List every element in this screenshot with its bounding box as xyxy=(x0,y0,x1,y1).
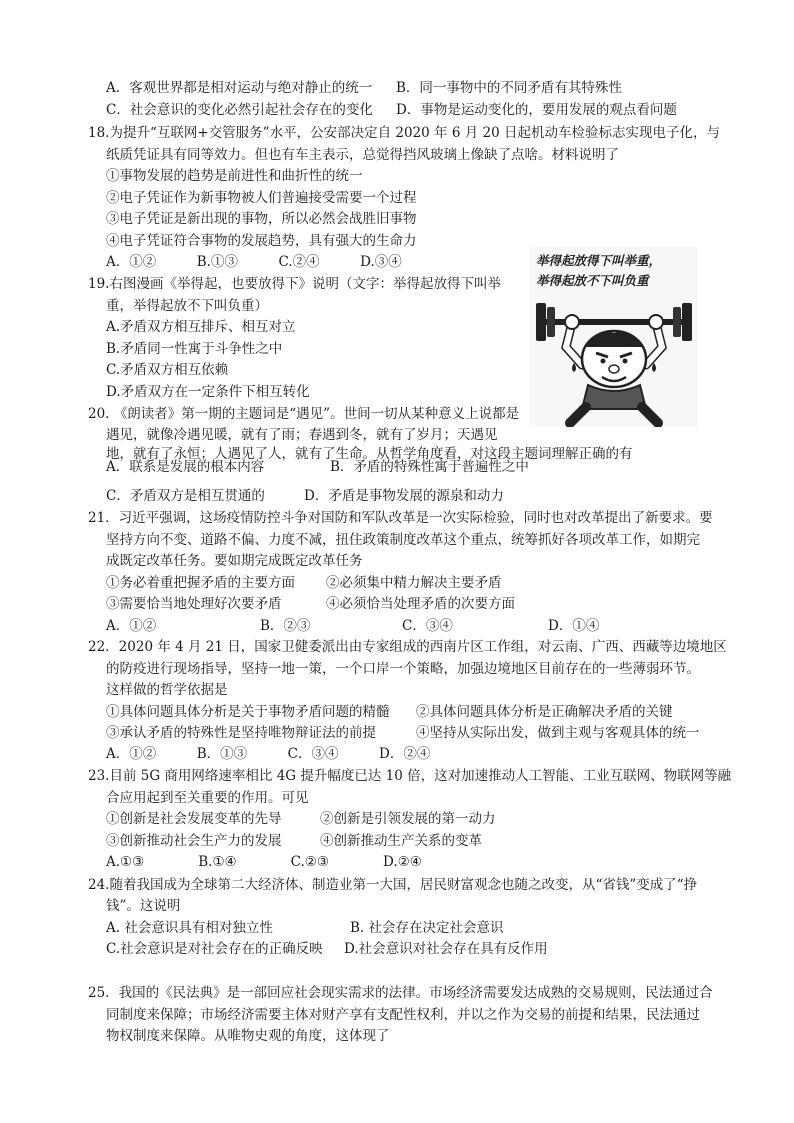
q25-stem-line3: 物权制度来保障。从唯物史观的角度，这体现了 xyxy=(106,1028,390,1044)
q21-statement-2: ②必须集中精力解决主要矛盾 xyxy=(326,575,502,591)
q19-option-d: D.矛盾双方在一定条件下相互转化 xyxy=(106,384,310,400)
q23-statement-3: ③创新推动社会生产力的发展 xyxy=(106,833,282,849)
q17-option-d: D．事物是运动变化的，要用发展的观点看问题 xyxy=(396,102,677,118)
q21-stem-line2: 坚持方向不变、道路不偏、力度不减，扭住政策制度改革这个重点，统筹抓好各项改革工作，如期完 xyxy=(106,532,700,548)
q20-option-c: C．矛盾双方是相互贯通的 xyxy=(106,488,265,504)
q17-option-c: C．社会意识的变化必然引起社会存在的变化 xyxy=(106,102,373,118)
q18-statement-1: ①事物发展的趋势是前进性和曲折性的统一 xyxy=(106,168,363,184)
q21-statement-4: ④必须恰当处理矛盾的次要方面 xyxy=(326,596,515,612)
q19-option-a: A.矛盾双方相互排斥、相互对立 xyxy=(106,319,296,335)
q18-statement-4: ④电子凭证符合事物的发展趋势，具有强大的生命力 xyxy=(106,233,417,249)
q24-stem-line1: 24.随着我国成为全球第二大经济体、制造业第一大国，居民财富观念也随之改变，从“省钱”变成了“挣 xyxy=(88,877,698,893)
q20-option-d: D．矛盾是事物发展的源泉和动力 xyxy=(304,488,504,504)
q17-option-a: A．客观世界都是相对运动与绝对静止的统一 xyxy=(106,80,373,96)
q21-stem-line1: 21．习近平强调，这场疫情防控斗争对国防和军队改革是一次实际检验，同时也对改革提出了新要求。要 xyxy=(88,510,713,526)
q20-option-b: B．矛盾的特殊性寓于普遍性之中 xyxy=(330,459,529,475)
q20-stem-line3: 地，就有了永恒；人遇见了人，就有了生命。从哲学角度看，对这段主题词理解正确的有 xyxy=(106,446,633,462)
q24-option-a: A. 社会意识具有相对独立性 xyxy=(106,920,273,936)
q22-statement-1: ①具体问题具体分析是关于事物矛盾问题的精髓 xyxy=(106,704,390,720)
q18-stem-line1: 18.为提升“互联网+交管服务”水平，公安部决定自 2020 年 6 月 20 日起机动车检验标志实现电子化，与 xyxy=(88,125,720,141)
q21-option-a: A．①② xyxy=(106,618,157,634)
q24-option-b: B. 社会存在决定社会意识 xyxy=(350,920,504,936)
q21-option-c: C．③④ xyxy=(402,618,453,634)
q18-statement-3: ③电子凭证是新出现的事物，所以必然会战胜旧事物 xyxy=(106,211,417,227)
cartoon-caption-1: 举得起放得下叫举重， xyxy=(536,253,662,268)
q23-statement-2: ②创新是引领发展的第一动力 xyxy=(320,811,496,827)
q23-statement-4: ④创新推动生产关系的变革 xyxy=(320,833,482,849)
weightlifter-cartoon xyxy=(530,247,698,427)
q17-option-b: B．同一事物中的不同矛盾有其特殊性 xyxy=(396,80,622,96)
q22-options: A．①② B．①③ C．③④ D．②④ xyxy=(106,746,431,762)
q20-stem-line1: 20. 《朗读者》第一期的主题词是“遇见”。世间一切从某种意义上说都是 xyxy=(88,406,520,422)
q22-stem-line2: 的防疫进行现场指导，坚持一地一策，一个口岸一个策略，加强边境地区目前存在的一些薄弱环节。 xyxy=(106,661,700,677)
cartoon-caption-2: 举得起放不下叫负重 xyxy=(536,273,649,288)
q21-stem-line3: 成既定改革任务。要如期完成既定改革任务 xyxy=(106,553,363,569)
q23-stem-line2: 合应用起到至关重要的作用。可见 xyxy=(106,790,309,806)
q23-options: A.①③ B.①④ C.②③ D.②④ xyxy=(106,854,422,870)
q21-statement-1: ①务必着重把握矛盾的主要方面 xyxy=(106,575,295,591)
q24-stem-line2: 钱”。这说明 xyxy=(106,898,181,914)
q22-statement-4: ④坚持从实际出发，做到主观与客观具体的统一 xyxy=(416,725,700,741)
q19-option-c: C.矛盾双方相互依赖 xyxy=(106,362,229,378)
q21-option-b: B．②③ xyxy=(260,618,311,634)
q19-stem-line2: 重，举得起放不下叫负重） xyxy=(106,298,268,314)
q18-options: A．①② B.①③ C.②④ D.③④ xyxy=(106,254,402,270)
q22-stem-line1: 22．2020 年 4 月 21 日，国家卫健委派出由专家组成的西南片区工作组，对云南、广西、西藏等边境地区 xyxy=(88,639,727,655)
q20-option-a: A．联系是发展的根本内容 xyxy=(106,459,265,475)
q22-statement-3: ③承认矛盾的特殊性是坚持唯物辩证法的前提 xyxy=(106,725,376,741)
q23-stem-line1: 23.目前 5G 商用网络速率相比 4G 提升幅度已达 10 倍，这对加速推动人工智能、工业互联网、物联网等融 xyxy=(88,768,732,784)
q22-stem-line3: 这样做的哲学依据是 xyxy=(106,682,228,698)
q20-stem-line2: 遇见，就像冷遇见暖，就有了雨；春遇到冬，就有了岁月；天遇见 xyxy=(106,427,498,443)
q24-option-d: D.社会意识对社会存在具有反作用 xyxy=(344,941,548,957)
q23-statement-1: ①创新是社会发展变革的先导 xyxy=(106,811,282,827)
q18-statement-2: ②电子凭证作为新事物被人们普遍接受需要一个过程 xyxy=(106,190,417,206)
q21-option-d: D．①④ xyxy=(548,618,600,634)
q22-statement-2: ②具体问题具体分析是正确解决矛盾的关键 xyxy=(416,704,673,720)
q24-option-c: C.社会意识是对社会存在的正确反映 xyxy=(106,941,323,957)
q25-stem-line2: 同制度来保障；市场经济需要主体对财产享有支配性权利，并以之作为交易的前提和结果，民法通过 xyxy=(106,1007,700,1023)
q21-statement-3: ③需要恰当地处理好次要矛盾 xyxy=(106,596,282,612)
q25-stem-line1: 25．我国的《民法典》是一部回应社会现实需求的法律。市场经济需要发达成熟的交易规则，民法通过合 xyxy=(88,985,713,1001)
q19-stem-line1: 19.右图漫画《举得起，也要放得下》说明（文字：举得起放得下叫举 xyxy=(88,276,501,292)
weightlifter-illustration xyxy=(530,247,698,427)
q18-stem-line2: 纸质凭证具有同等效力。但也有车主表示，总觉得挡风玻璃上像缺了点啥。材料说明了 xyxy=(106,147,619,163)
q19-option-b: B.矛盾同一性寓于斗争性之中 xyxy=(106,341,283,357)
